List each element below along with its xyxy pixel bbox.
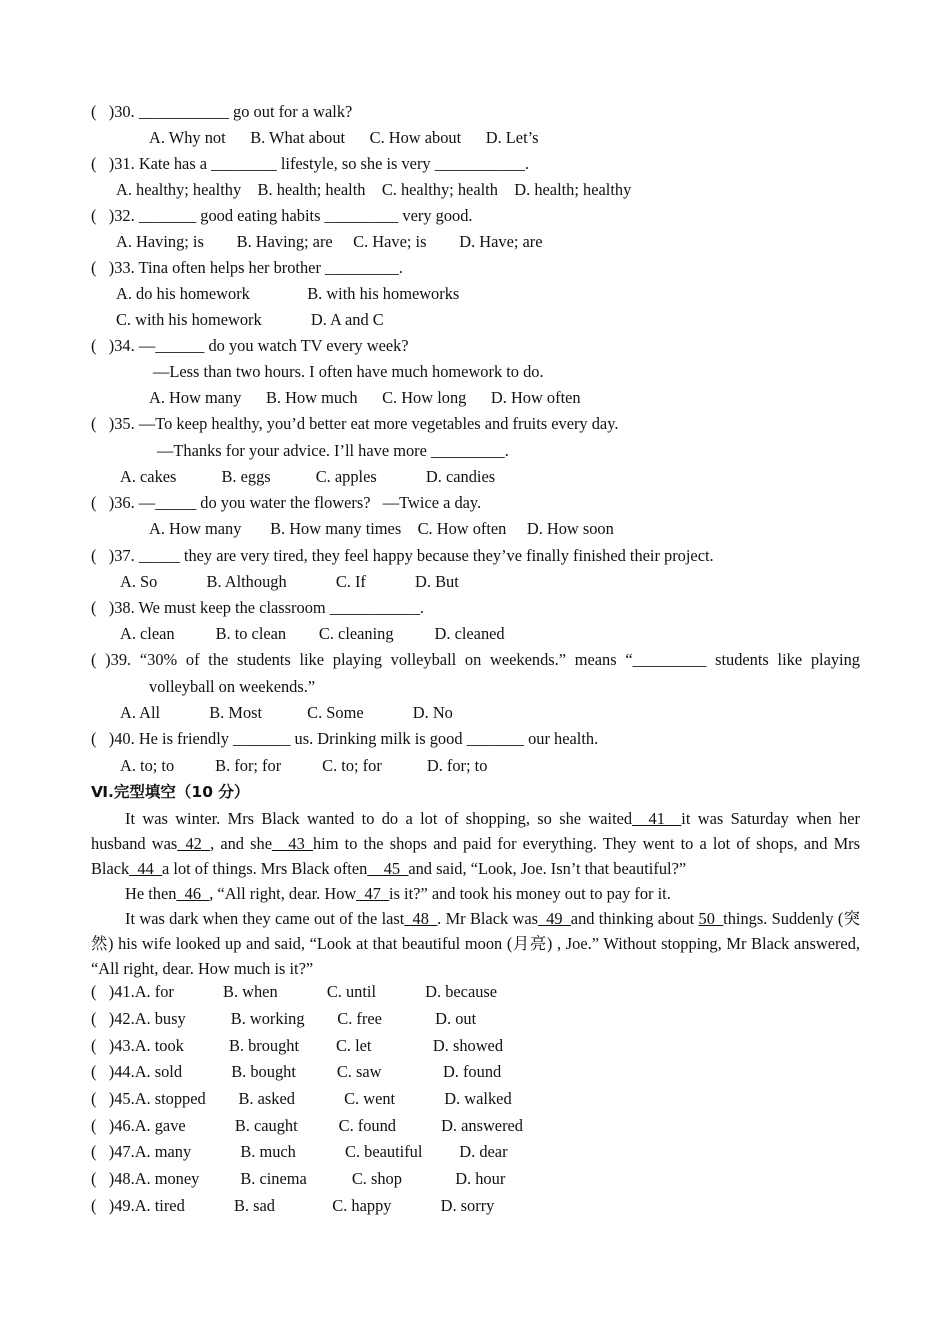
question-39-cont: volleyball on weekends.” (149, 677, 316, 696)
cloze-item-41: ( )41.A. for B. when C. until D. because (91, 982, 498, 1001)
cloze-paragraph-2: He then_46_, “All right, dear. How_47_is it?” and took his money out to pay for it. (125, 884, 671, 903)
question-34: ( )34. —______ do you watch TV every week? (91, 336, 409, 355)
question-36: ( )36. —_____ do you water the flowers? —Twice a day. (91, 493, 482, 512)
question-38: ( )38. We must keep the classroom ___________. (91, 598, 424, 617)
question-35-options: A. cakes B. eggs C. apples D. candies (120, 467, 496, 486)
question-38-options: A. clean B. to clean C. cleaning D. cleaned (120, 624, 505, 643)
question-37: ( )37. _____ they are very tired, they feel happy because they’ve finally finished their project. (91, 546, 714, 565)
question-35-reply: —Thanks for your advice. I’ll have more _________. (157, 441, 509, 460)
cloze-item-46: ( )46.A. gave B. caught C. found D. answered (91, 1116, 523, 1135)
question-32: ( )32. _______ good eating habits _________ very good. (91, 206, 473, 225)
question-30-options: A. Why not B. What about C. How about D. Let’s (149, 128, 539, 147)
cloze-item-47: ( )47.A. many B. much C. beautiful D. dear (91, 1142, 508, 1161)
question-35: ( )35. —To keep healthy, you’d better eat more vegetables and fruits every day. (91, 414, 619, 433)
section-heading: Ⅵ.完型填空（10 分） (91, 783, 250, 801)
cloze-item-43: ( )43.A. took B. brought C. let D. showed (91, 1036, 504, 1055)
question-34-reply: —Less than two hours. I often have much homework to do. (153, 362, 544, 381)
cloze-item-44: ( )44.A. sold B. bought C. saw D. found (91, 1062, 502, 1081)
question-37-options: A. So B. Although C. If D. But (120, 572, 459, 591)
question-31-options: A. healthy; healthy B. health; health C. healthy; health D. health; healthy (116, 180, 632, 199)
question-33-options-line1: A. do his homework B. with his homeworks (116, 284, 460, 303)
question-34-options: A. How many B. How much C. How long D. How often (149, 388, 581, 407)
question-32-options: A. Having; is B. Having; are C. Have; is D. Have; are (116, 232, 543, 251)
question-31: ( )31. Kate has a ________ lifestyle, so she is very ___________. (91, 154, 529, 173)
cloze-paragraph-3: It was dark when they came out of the last_48_. Mr Black was_49_and thinking about 50_things. Suddenly (突然) his wife looked up and said, “Look at that beautiful moon (月亮) , Joe.” Without stopping, Mr Black answered, “All right, dear. How much is it?” (91, 909, 860, 978)
question-40: ( )40. He is friendly _______ us. Drinking milk is good _______ our health. (91, 729, 599, 748)
question-40-options: A. to; to B. for; for C. to; for D. for; to (120, 756, 488, 775)
cloze-item-42: ( )42.A. busy B. working C. free D. out (91, 1009, 477, 1028)
question-33-options-line2: C. with his homework D. A and C (116, 310, 384, 329)
question-39-options: A. All B. Most C. Some D. No (120, 703, 453, 722)
question-30: ( )30. ___________ go out for a walk? (91, 102, 353, 121)
cloze-item-45: ( )45.A. stopped B. asked C. went D. walked (91, 1089, 512, 1108)
question-36-options: A. How many B. How many times C. How often D. How soon (149, 519, 614, 538)
question-39: ( )39. “30% of the students like playing volleyball on weekends.” means “_________ students like playing (91, 650, 860, 669)
cloze-item-49: ( )49.A. tired B. sad C. happy D. sorry (91, 1196, 495, 1215)
question-33: ( )33. Tina often helps her brother _________. (91, 258, 403, 277)
cloze-paragraph-1: It was winter. Mrs Black wanted to do a lot of shopping, so she waited__41__it was Saturday when her husband was_42_, and she__43_him to the shops and paid for everything. They went to a lot of shops, and Mrs Black_44_a lot of things. Mrs Black often__45_and said, “Look, Joe. Isn’t that beautiful?” (91, 809, 861, 878)
cloze-item-48: ( )48.A. money B. cinema C. shop D. hour (91, 1169, 506, 1188)
